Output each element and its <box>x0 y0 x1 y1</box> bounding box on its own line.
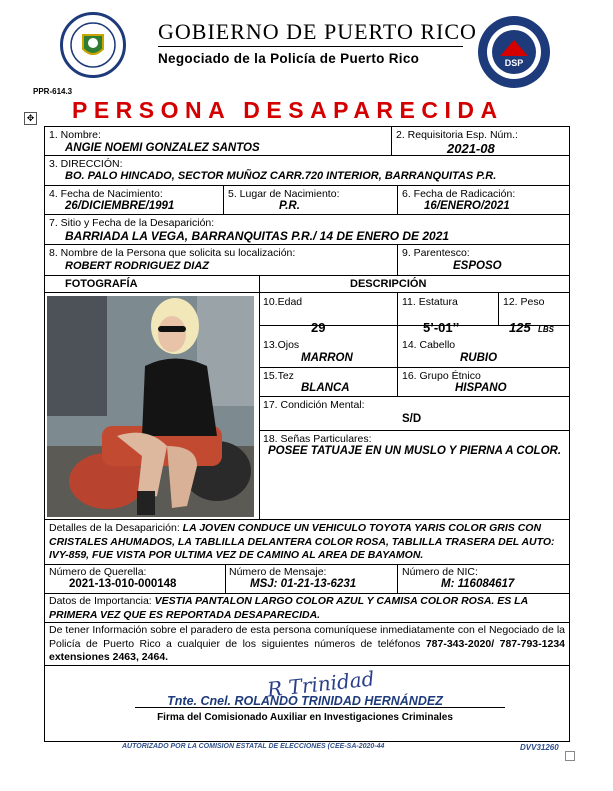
estatura-label: 11. Estatura <box>402 296 458 308</box>
signature: R Trinidad <box>266 666 376 702</box>
descripcion-header: DESCRIPCIÓN <box>350 278 427 290</box>
importancia-label: Datos de Importancia: <box>49 595 152 607</box>
requisitoria-value: 2021-08 <box>447 141 495 156</box>
importancia-text: VESTIA PANTALON LARGO COLOR AZUL Y CAMISA COLOR ROSA. ES LA PRIMERA VEZ QUE ES REPORTADA DESAPARECIDA. <box>49 595 528 621</box>
radicacion-value: 16/ENERO/2021 <box>424 200 510 212</box>
querella-label: Número de Querella: <box>49 566 147 578</box>
contacto-phones: 787-343-2020/ 787-793-1234 extensiones 2463, 2464. <box>49 637 565 663</box>
dsp-seal <box>478 16 550 88</box>
contacto-text: De tener Información sobre el paradero de esta persona comuníquese inmediatamente con el Negociado de la Policía de Puerto Rico a cualquier de los siguientes números de teléfonos <box>49 624 565 650</box>
peso-unit: LBS <box>538 325 554 334</box>
mental-label: 17. Condición Mental: <box>263 399 365 411</box>
nic-label: Número de NIC: <box>402 566 478 578</box>
page-title: PERSONA DESAPARECIDA <box>72 97 504 123</box>
requisitoria-label: 2. Requisitoria Esp. Núm.: <box>396 129 518 141</box>
move-handle-icon[interactable]: ✥ <box>24 112 37 125</box>
authorized-footer: AUTORIZADO POR LA COMISION ESTATAL DE ELECCIONES (CEE-SA-2020-44 <box>122 743 385 750</box>
tez-value: BLANCA <box>301 382 350 394</box>
firma-title: Firma del Comisionado Auxiliar en Investigaciones Criminales <box>157 712 453 723</box>
nombre-value: ANGIE NOEMI GONZALEZ SANTOS <box>65 142 260 154</box>
form-code: PPR-614.3 <box>33 87 73 96</box>
direccion-value: BO. PALO HINCADO, SECTOR MUÑOZ CARR.720 INTERIOR, BARRANQUITAS P.R. <box>65 170 497 182</box>
fotografia-header: FOTOGRAFÍA <box>65 278 138 290</box>
firma-name: Tnte. Cnel. ROLANDO TRINIDAD HERNÁNDEZ <box>167 694 443 708</box>
radicacion-label: 6. Fecha de Radicación: <box>402 188 516 200</box>
agency-title: GOBIERNO DE PUERTO RICO <box>158 19 477 44</box>
solicitante-label: 8. Nombre de la Persona que solicita su localización: <box>49 247 296 259</box>
detalles-paragraph <box>49 522 565 563</box>
puerto-rico-government-seal <box>60 12 126 78</box>
coat-of-arms-icon <box>63 15 123 75</box>
lugar-label: 5. Lugar de Nacimiento: <box>228 188 340 200</box>
mensaje-value: MSJ: 01-21-13-6231 <box>250 578 357 590</box>
detalles-label: Detalles de la Desaparición: <box>49 522 180 534</box>
ojos-label: 13.Ojos <box>263 339 300 351</box>
peso-label: 12. Peso <box>503 296 545 308</box>
parentesco-label: 9. Parentesco: <box>402 247 470 259</box>
senas-value: POSEE TATUAJE EN UN MUSLO Y PIERNA A COLOR. <box>267 445 562 457</box>
cabello-value: RUBIO <box>460 352 498 364</box>
estatura-value: 5’-01’’ <box>423 320 460 335</box>
photo-illustration <box>47 296 254 517</box>
querella-value: 2021-13-010-000148 <box>69 578 177 590</box>
peso-value: 125 <box>509 320 531 335</box>
senas-label: 18. Señas Particulares: <box>263 433 372 445</box>
footer-code: DVV31260 <box>520 743 559 752</box>
agency-subtitle: Negociado de la Policía de Puerto Rico <box>158 51 420 66</box>
sitio-value: BARRIADA LA VEGA, BARRANQUITAS P.R./ 14 DE ENERO DE 2021 <box>65 229 450 243</box>
mensaje-label: Número de Mensaje: <box>229 566 327 578</box>
edad-label: 10.Edad <box>263 296 303 308</box>
nacimiento-value: 26/DICIEMBRE/1991 <box>65 200 175 212</box>
solicitante-value: ROBERT RODRIGUEZ DIAZ <box>65 260 210 272</box>
ojos-value: MARRON <box>301 352 353 364</box>
nic-value: M: 116084617 <box>441 578 515 590</box>
dsp-emblem-icon <box>478 16 550 88</box>
edad-value: 29 <box>311 320 326 335</box>
grupo-value: HISPANO <box>455 382 507 394</box>
missing-person-photo <box>47 296 254 517</box>
tez-label: 15.Tez <box>263 370 294 382</box>
grupo-label: 16. Grupo Étnico <box>402 370 481 382</box>
mental-value: S/D <box>402 413 422 425</box>
missing-person-form <box>44 126 570 742</box>
importancia-paragraph <box>49 595 565 622</box>
contacto-paragraph <box>49 624 565 665</box>
dsp-seal-label: DSP <box>504 58 524 68</box>
resize-handle[interactable] <box>565 751 575 761</box>
direccion-label: 3. DIRECCIÓN: <box>49 158 123 170</box>
cabello-label: 14. Cabello <box>402 339 456 351</box>
nacimiento-label: 4. Fecha de Nacimiento: <box>49 188 163 200</box>
sitio-label: 7. Sitio y Fecha de la Desaparición: <box>49 217 215 229</box>
parentesco-value: ESPOSO <box>453 260 502 272</box>
lugar-value: P.R. <box>279 200 300 212</box>
detalles-text: LA JOVEN CONDUCE UN VEHICULO TOYOTA YARIS COLOR GRIS CON CRISTALES AHUMADOS, LA TABLILLA DELANTERA COLOR ROSA, TABLILLA TRASERA DEL AUTO: IVY-859, FUE VISTA POR ULTIMA VEZ DE CAMINO AL AREA DE BAYAMON. <box>49 522 555 561</box>
header-divider <box>158 46 463 47</box>
nombre-label: 1. Nombre: <box>49 129 101 141</box>
